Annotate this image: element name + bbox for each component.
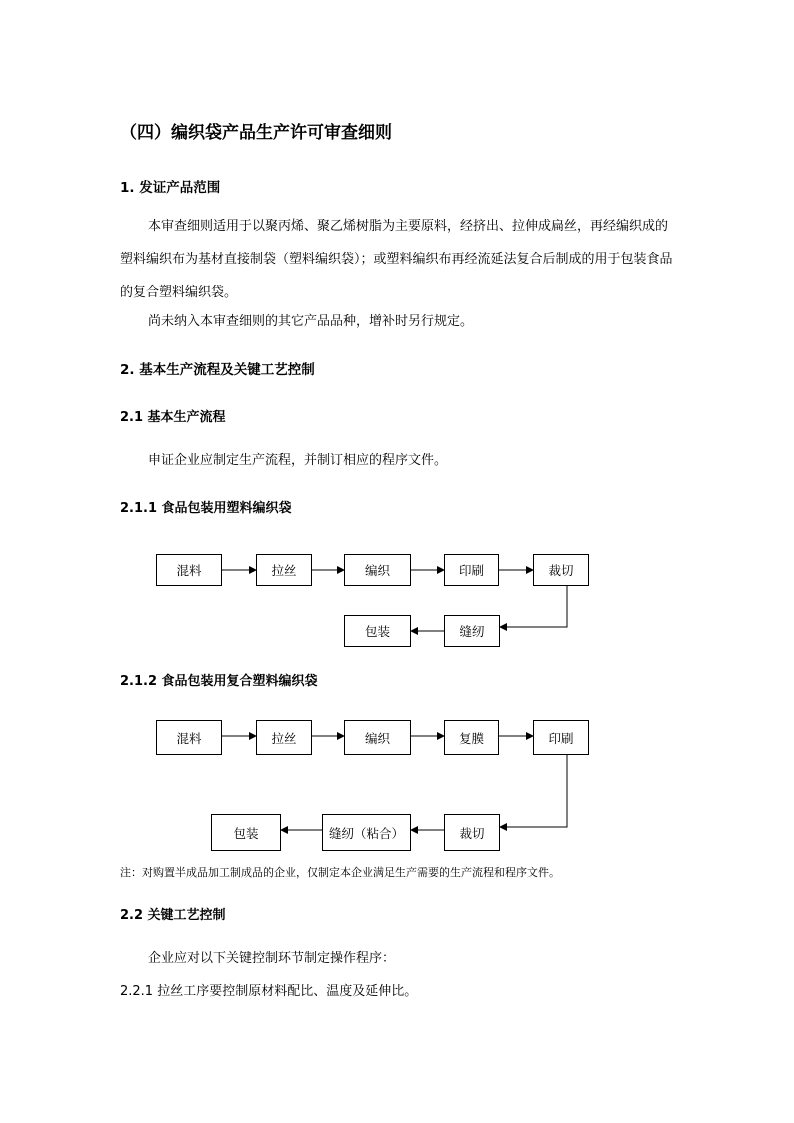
flow1-arrow-5 — [500, 586, 567, 627]
section-2-1-1-heading: 2.1.1 食品包装用塑料编织袋 — [120, 501, 292, 516]
section-1-paragraph-2: 尚未纳入本审查细则的其它产品品种，增补时另行规定。 — [148, 314, 474, 329]
page-title: （四）编织袋产品生产许可审查细则 — [120, 123, 392, 143]
flow-note: 注：对购置半成品加工制成品的企业，仅制定本企业满足生产需要的生产流程和程序文件。 — [120, 866, 560, 879]
flow2-step-mixing: 混料 — [156, 720, 222, 755]
flow2-step-printing: 印刷 — [533, 720, 589, 755]
flow2-arrow-5 — [500, 755, 567, 827]
section-2-1-heading: 2.1 基本生产流程 — [120, 410, 226, 425]
flow1-step-printing: 印刷 — [444, 554, 499, 586]
flow1-step-weaving: 编织 — [344, 554, 411, 586]
flow2-step-weaving: 编织 — [344, 720, 411, 755]
section-2-2-text: 企业应对以下关键控制环节制定操作程序： — [148, 951, 396, 966]
flow2-step-cutting: 裁切 — [444, 814, 500, 851]
section-1-paragraph-1: 本审查细则适用于以聚丙烯、聚乙烯树脂为主要原料，经挤出、拉伸成扁丝，再经编织成的塑料编织布为基材直接制袋（塑料编织袋）；或塑料编织布再经流延法复合后制成的用于包装食品的复合塑料编织袋。 — [120, 219, 673, 300]
flow1-step-drawing: 拉丝 — [256, 554, 312, 586]
section-2-heading: 2. 基本生产流程及关键工艺控制 — [120, 362, 315, 378]
flow1-step-sewing: 缝纫 — [444, 615, 500, 647]
flow2-step-sewing-bonding: 缝纫（粘合） — [322, 814, 411, 851]
section-1-heading: 1. 发证产品范围 — [120, 180, 221, 196]
flow1-step-mixing: 混料 — [156, 554, 222, 586]
section-2-1-text: 申证企业应制定生产流程，并制订相应的程序文件。 — [148, 453, 448, 468]
flow1-step-packing: 包装 — [344, 615, 411, 647]
flow2-step-drawing: 拉丝 — [256, 720, 312, 755]
flow1-step-cutting: 裁切 — [533, 554, 589, 586]
flow2-step-laminating: 复膜 — [444, 720, 499, 755]
flow2-step-packing: 包装 — [211, 814, 281, 851]
section-2-1-2-heading: 2.1.2 食品包装用复合塑料编织袋 — [120, 674, 318, 689]
section-2-2-heading: 2.2 关键工艺控制 — [120, 908, 226, 923]
item-2-2-1: 2.2.1 拉丝工序要控制原材料配比、温度及延伸比。 — [120, 984, 418, 999]
